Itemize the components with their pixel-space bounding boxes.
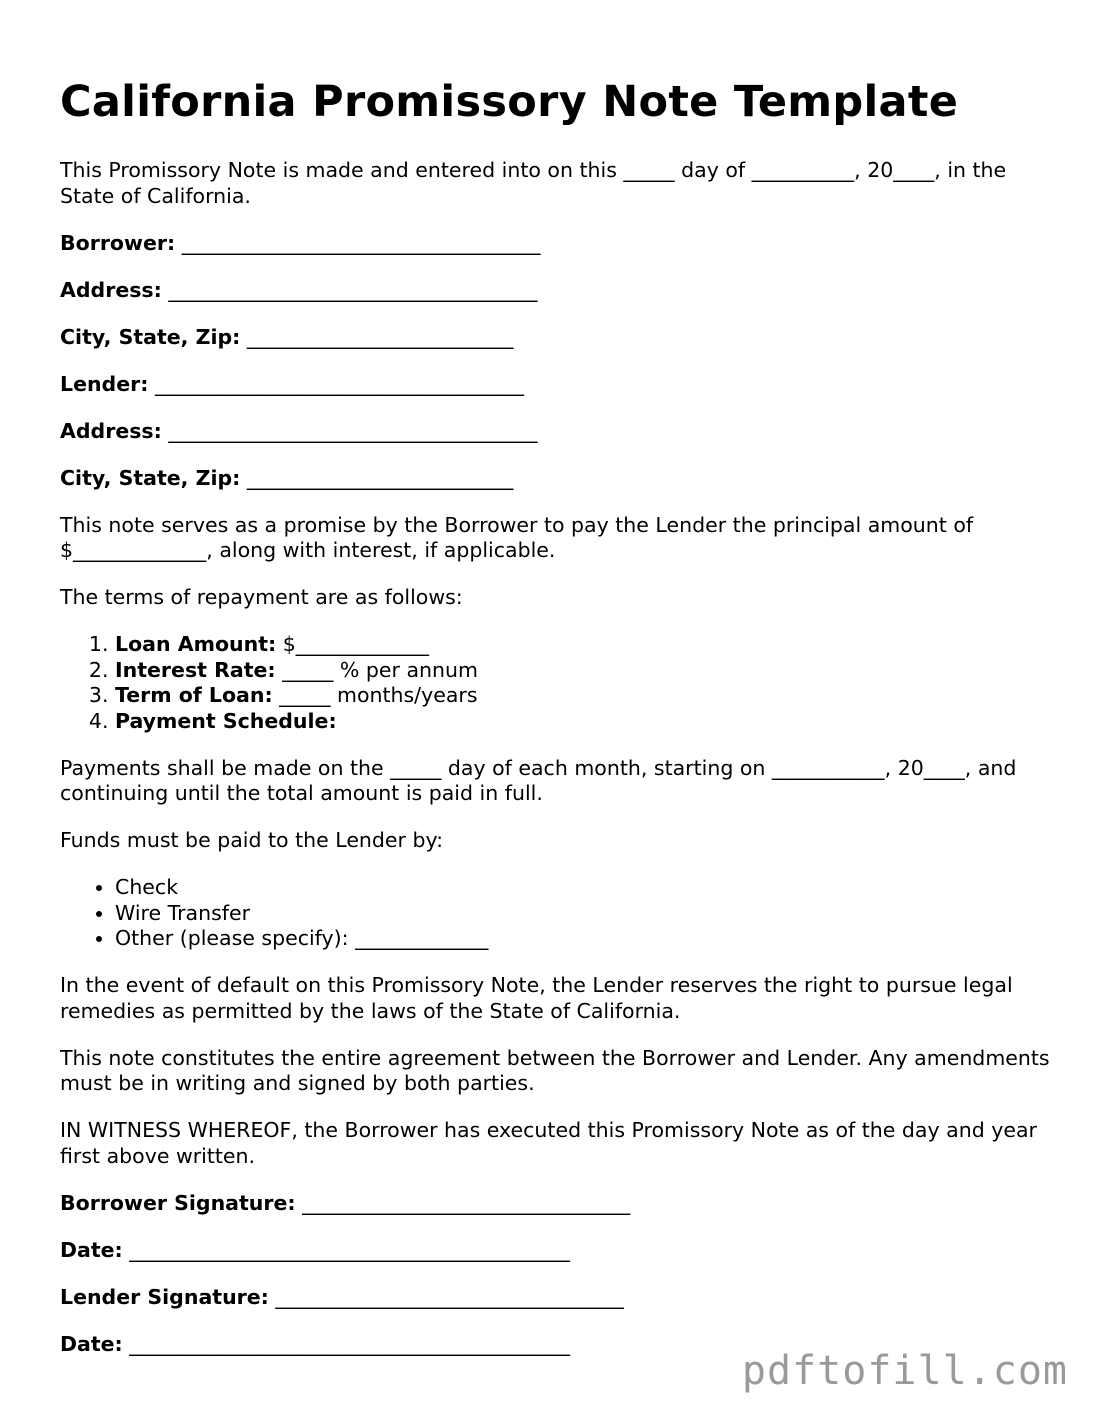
witness-paragraph: IN WITNESS WHEREOF, the Borrower has executed this Promissory Note as of the day and year first above written. <box>60 1118 1037 1168</box>
term-label: Term of Loan: <box>115 683 273 707</box>
watermark: pdftofill.com <box>741 1348 1068 1394</box>
borrower-signature-field <box>60 1191 1050 1217</box>
list-item <box>115 658 1050 684</box>
lender-address-field <box>60 419 1050 445</box>
lender-city-blank[interactable]: __________________________ <box>246 465 514 490</box>
borrower-address-field <box>60 278 1050 304</box>
terms-intro: The terms of repayment are as follows: <box>60 585 463 609</box>
borrower-city-label: City, State, Zip: <box>60 324 241 349</box>
lender-name-label: Lender: <box>60 371 149 396</box>
list-item[interactable]: • Other (please specify): _____________ <box>115 926 1050 952</box>
term-value[interactable]: _____ % per annum <box>275 657 478 682</box>
list-item <box>115 632 1050 658</box>
default-paragraph: In the event of default on this Promissory Note, the Lender reserves the right to pursue legal remedies as permitted by the laws of the State of California. <box>60 973 1013 1023</box>
entire-agreement-paragraph: This note constitutes the entire agreement between the Borrower and Lender. Any amendments must be in writing and signed by both parties. <box>60 1045 1050 1095</box>
borrower-name-field <box>60 231 1050 257</box>
borrower-address-label: Address: <box>60 277 162 302</box>
term-value[interactable]: _____ months/years <box>272 683 478 707</box>
payments-paragraph: Payments shall be made on the _____ day of each month, starting on ___________, 20____, and continuing until the total amount is paid in full. <box>60 755 1017 805</box>
lender-name-field <box>60 372 1050 398</box>
lender-date-blank[interactable]: ___________________________________________ <box>129 1331 571 1356</box>
borrower-date-label: Date: <box>60 1237 123 1262</box>
term-value[interactable]: $_____________ <box>276 632 430 656</box>
lender-signature-blank[interactable]: __________________________________ <box>275 1284 624 1309</box>
borrower-name-blank[interactable]: ___________________________________ <box>181 230 541 255</box>
term-label: Loan Amount: <box>115 632 277 656</box>
lender-date-label: Date: <box>60 1331 123 1356</box>
lender-name-blank[interactable]: ____________________________________ <box>154 371 524 396</box>
borrower-signature-blank[interactable]: ________________________________ <box>302 1190 631 1215</box>
list-item: • Check <box>115 875 1050 901</box>
terms-list <box>60 632 1050 734</box>
borrower-city-field <box>60 325 1050 351</box>
lender-city-label: City, State, Zip: <box>60 465 241 490</box>
borrower-date-field <box>60 1238 1050 1264</box>
funds-intro: Funds must be paid to the Lender by: <box>60 828 444 852</box>
intro-paragraph: This Promissory Note is made and entered into on this _____ day of __________, 20____, in the State of California. <box>60 158 1007 208</box>
promise-paragraph: This note serves as a promise by the Borrower to pay the Lender the principal amount of $_____________, along with interest, if applicable. <box>60 512 974 562</box>
lender-city-field <box>60 466 1050 492</box>
term-label: Interest Rate: <box>115 657 276 682</box>
borrower-date-blank[interactable]: ___________________________________________ <box>129 1237 571 1262</box>
lender-signature-field <box>60 1285 1050 1311</box>
list-item <box>115 683 1050 709</box>
borrower-signature-label: Borrower Signature: <box>60 1190 296 1215</box>
list-item <box>115 709 1050 735</box>
lender-address-blank[interactable]: ____________________________________ <box>168 418 538 443</box>
lender-address-label: Address: <box>60 418 162 443</box>
borrower-city-blank[interactable]: __________________________ <box>246 324 514 349</box>
term-label: Payment Schedule: <box>115 708 337 733</box>
lender-signature-label: Lender Signature: <box>60 1284 269 1309</box>
payment-methods-list <box>60 875 1050 952</box>
page-title: California Promissory Note Template <box>60 77 959 127</box>
borrower-name-label: Borrower: <box>60 230 176 255</box>
document-page <box>60 72 1050 1379</box>
borrower-address-blank[interactable]: ____________________________________ <box>168 277 538 302</box>
list-item: • Wire Transfer <box>115 901 1050 927</box>
